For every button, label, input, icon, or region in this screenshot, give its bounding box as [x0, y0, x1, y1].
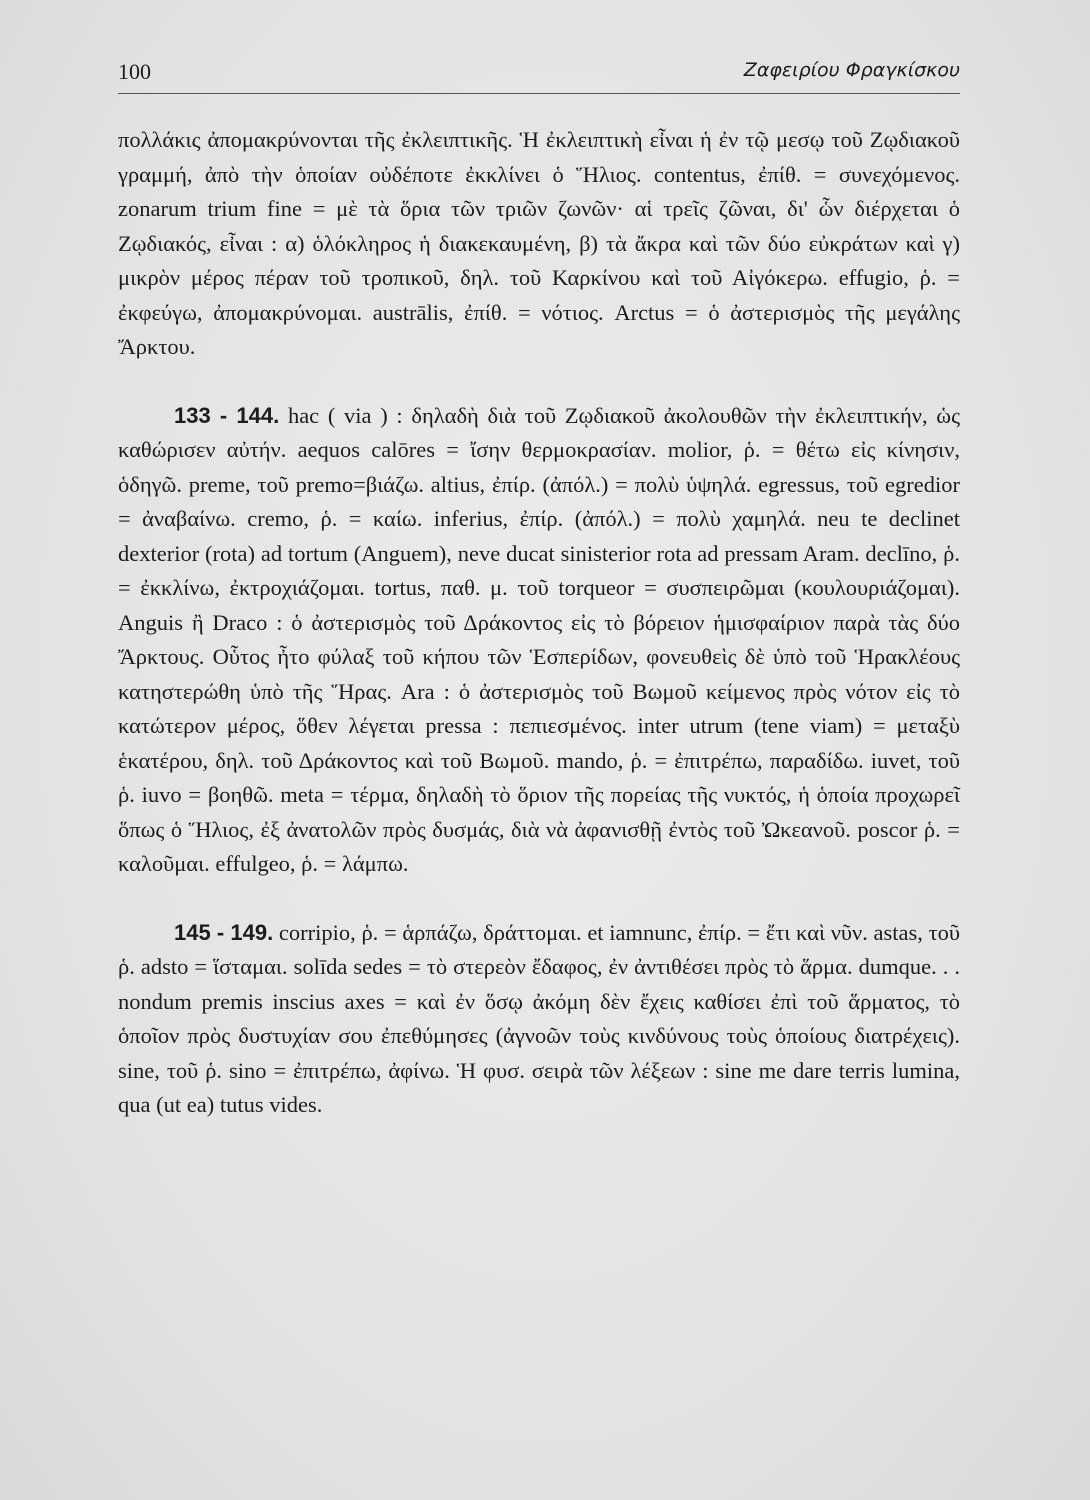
commentary-paragraph [118, 399, 960, 882]
commentary-paragraph [118, 916, 960, 1123]
running-head: Ζαφειρίου Φραγκίσκου [743, 59, 960, 81]
verse-reference: 145 - 149. [174, 919, 274, 945]
text-body [118, 123, 960, 1123]
paragraph-text: πολλάκις ἀπομακρύνονται τῆς ἐκλειπτικῆς. Ἡ ἐκλειπτικὴ εἶναι ἡ ἐν τῷ μεσῳ τοῦ Ζῳδιακοῦ γραμμή, ἀπὸ τὴν ὁποίαν οὐδέποτε ἐκκλίνει ὁ Ἥλιος. contentus, ἐπίθ. = συνεχόμενος. zonarum trium fine = μὲ τὰ ὅρια τῶν τριῶν ζωνῶν· αἱ τρεῖς ζῶναι, δι' ὧν διέρχεται ὁ Ζῳδιακός, εἶναι : α) ὁλόκληρος ἡ διακεκαυμένη, β) τὰ ἄκρα καὶ τῶν δύο εὐκράτων καὶ γ) μικρὸν μέρος πέραν τοῦ τροπικοῦ, δηλ. τοῦ Καρκίνου καὶ τοῦ Αἰγόκερω. effugio, ῥ. = ἐκφεύγω, ἀπομακρύνομαι. austrālis, ἐπίθ. = νότιος. Arctus = ὁ ἀστερισμὸς τῆς μεγάλης Ἄρκτου. [118, 127, 960, 359]
paragraph-text: hac ( via ) : δηλαδὴ διὰ τοῦ Ζῳδιακοῦ ἀκολουθῶν τὴν ἐκλειπτικήν, ὡς καθώρισεν αὐτήν. aequos calōres = ἴσην θερμοκρασίαν. molior, ῥ. = θέτω εἰς κίνησιν, ὁδηγῶ. preme, τοῦ premo=βιάζω. altius, ἐπίρ. (ἀπόλ.) = πολὺ ὑψηλά. egressus, τοῦ egredior = ἀναβαίνω. cremo, ῥ. = καίω. inferius, ἐπίρ. (ἀπόλ.) = πολὺ χαμηλά. neu te declinet dexterior (rota) ad tortum (Anguem), neve ducat sinisterior rota ad pressam Aram. declīno, ῥ. = ἐκκλίνω, ἐκτροχιάζομαι. tortus, παθ. μ. τοῦ torqueor = συσπειρῶμαι (κουλουριάζομαι). Anguis ἢ Draco : ὁ ἀστερισμὸς τοῦ Δράκοντος εἰς τὸ βόρειον ἡμισφαίριον παρὰ τὰς δύο Ἄρκτους. Οὗτος ἦτο φύλαξ τοῦ κήπου τῶν Ἑσπερίδων, φονευθεὶς δὲ ὑπὸ τοῦ Ἡρακλέους κατηστερώθη ὑπὸ τῆς Ἥρας. Ara : ὁ ἀστερισμὸς τοῦ Βωμοῦ κείμενος πρὸς νότον εἰς τὸ κατώτερον μέρος, ὅθεν λέγεται pressa : πεπιεσμένος. inter utrum (tene viam) = μεταξὺ ἑκατέρου, δηλ. τοῦ Δράκοντος καὶ τοῦ Βωμοῦ. mando, ῥ. = ἐπιτρέπω, παραδίδω. iuvet, τοῦ ῥ. iuvo = βοηθῶ. meta = τέρμα, δηλαδὴ τὸ ὅριον τῆς πορείας τῆς νυκτός, ἡ ὁποία προχωρεῖ ὅπως ὁ Ἥλιος, ἐξ ἀνατολῶν πρὸς δυσμάς, διὰ νὰ ἀφανισθῇ ἐντὸς τοῦ Ὠκεανοῦ. poscor ῥ. = καλοῦμαι. effulgeo, ῥ. = λάμπω. [118, 402, 961, 876]
page-header [118, 55, 960, 94]
verse-reference: 133 - 144. [174, 402, 280, 428]
page-number: 100 [118, 59, 151, 84]
paragraph-text: corripio, ῥ. = ἁρπάζω, δράττομαι. et iamnunc, ἐπίρ. = ἔτι καὶ νῦν. astas, τοῦ ῥ. adsto = ἵσταμαι. solīda sedes = τὸ στερεὸν ἔδαφος, ἐν ἀντιθέσει πρὸς τὸ ἅρμα. dumque. . . nondum premis inscius axes = καὶ ἐν ὅσῳ ἀκόμη δὲν ἔχεις καθίσει ἐπὶ τοῦ ἅρματος, τὸ ὁποῖον πρὸς δυστυχίαν σου ἐπεθύμησες (ἀγνοῶν τοὺς κινδύνους τοὺς ὁποίους διατρέχεις). sine, τοῦ ῥ. sino = ἐπιτρέπω, ἀφίνω. Ἡ φυσ. σειρὰ τῶν λέξεων : sine me dare terris lumina, qua (ut ea) tutus vides. [118, 919, 961, 1117]
commentary-paragraph [118, 123, 960, 365]
